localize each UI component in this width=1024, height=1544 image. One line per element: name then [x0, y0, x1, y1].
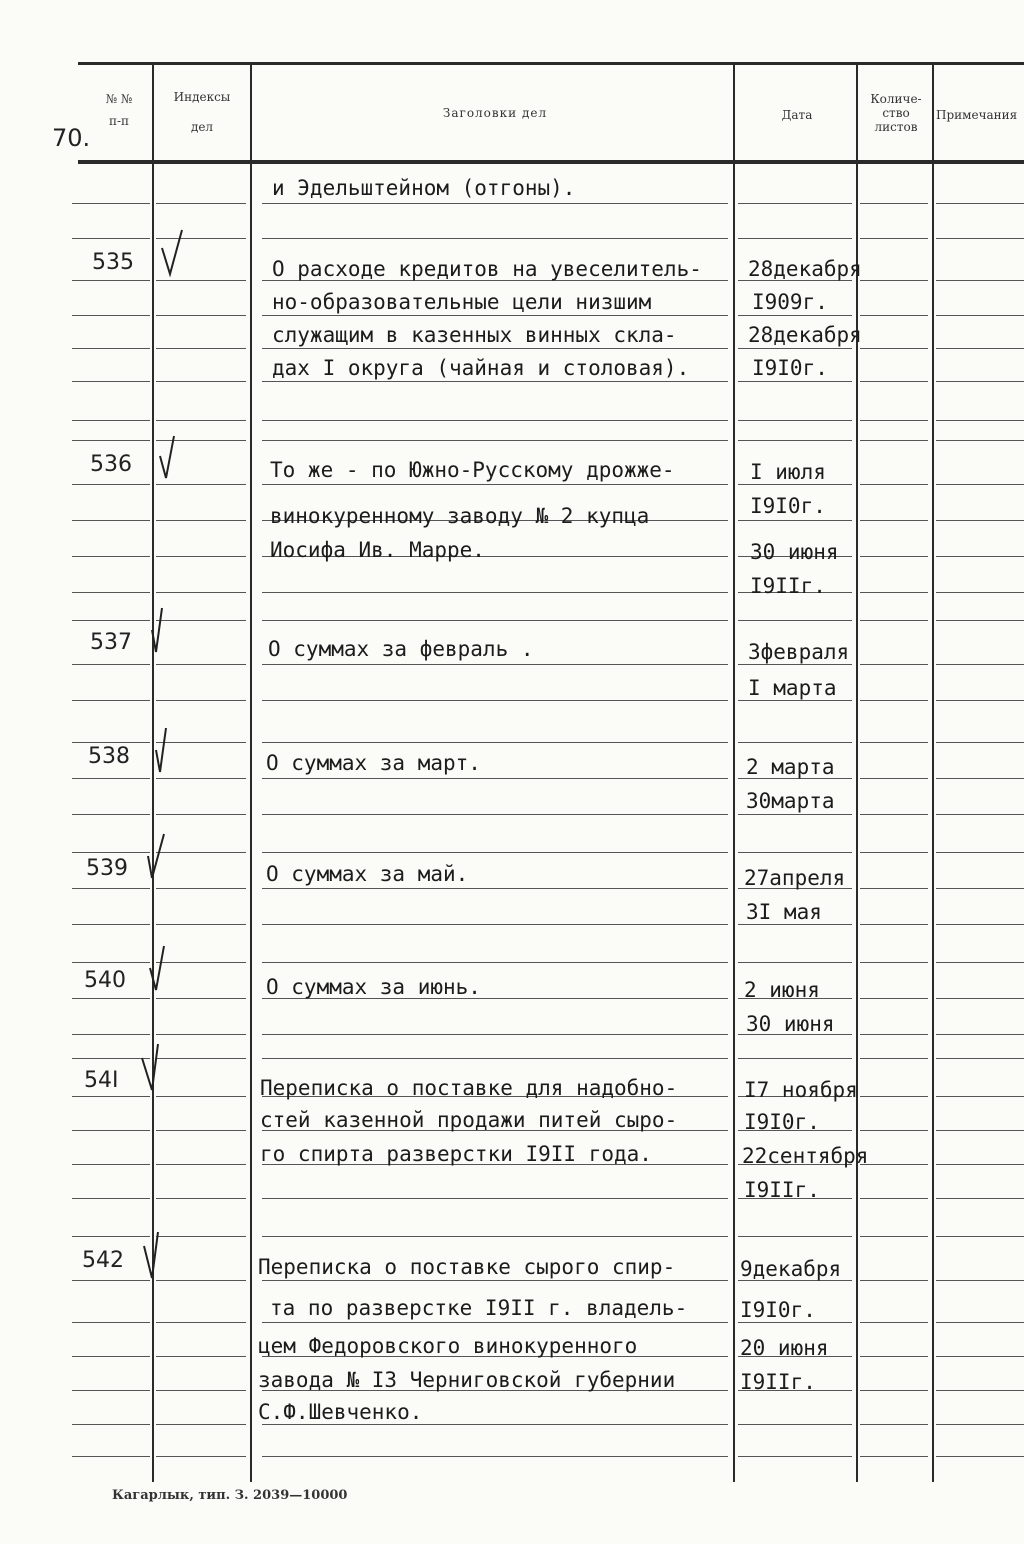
ruling-line	[738, 1236, 852, 1237]
ruling-line	[738, 1456, 852, 1457]
ruling-line	[262, 700, 728, 701]
ruling-line	[156, 280, 246, 281]
ruling-line	[156, 1130, 246, 1131]
ruling-line	[156, 700, 246, 701]
ruling-line	[156, 1356, 246, 1357]
header-bottom-rule	[78, 160, 1024, 164]
row-number: 54I	[84, 1068, 119, 1093]
ruling-line	[936, 203, 1024, 204]
row-title-line: дах I округа (чайная и столовая).	[272, 356, 690, 380]
ruling-line	[860, 1390, 928, 1391]
row-title-line: То же - по Южно-Русскому дрожже-	[270, 458, 675, 482]
ruling-line	[72, 238, 150, 239]
ruling-line	[156, 998, 246, 999]
ruling-line	[156, 1322, 246, 1323]
row-date: I9I0г.	[740, 1298, 816, 1322]
ruling-line	[936, 592, 1024, 593]
ruling-line	[156, 556, 246, 557]
ruling-line	[72, 998, 150, 999]
ruling-line	[738, 203, 852, 204]
ruling-line	[936, 348, 1024, 349]
ruling-line	[156, 520, 246, 521]
header-col-num	[86, 92, 152, 128]
ruling-line	[860, 315, 928, 316]
ruling-line	[72, 592, 150, 593]
ruling-line	[156, 814, 246, 815]
row-title-line: цем Федоровского винокуренного	[258, 1334, 638, 1358]
ruling-line	[936, 1096, 1024, 1097]
ruling-line	[860, 778, 928, 779]
row-date: I9I0г.	[750, 494, 826, 518]
header-col-index-label: Индексы	[173, 90, 231, 104]
ruling-line	[72, 620, 150, 621]
ruling-line	[936, 238, 1024, 239]
ruling-line	[72, 1034, 150, 1035]
ruling-line	[156, 420, 246, 421]
row-number: 536	[90, 452, 132, 477]
header-col-num-label: № №	[105, 92, 133, 106]
ruling-line	[738, 348, 852, 349]
ruling-line	[156, 1456, 246, 1457]
ruling-line	[72, 1130, 150, 1131]
ruling-line	[72, 814, 150, 815]
ruling-line	[72, 203, 150, 204]
ruling-line	[738, 664, 852, 665]
ruling-line	[936, 1058, 1024, 1059]
ruling-line	[936, 1456, 1024, 1457]
row-title-line: С.Ф.Шевченко.	[258, 1400, 423, 1424]
ruling-line	[156, 203, 246, 204]
ruling-line	[262, 888, 728, 889]
printer-footer: Кагарлык, тип. З. 2039—10000	[112, 1488, 348, 1503]
ruling-line	[860, 1280, 928, 1281]
ruling-line	[738, 1058, 852, 1059]
ruling-line	[860, 1424, 928, 1425]
row-date: 27апреля	[744, 866, 846, 890]
col-divider-3	[733, 62, 735, 1482]
ruling-line	[72, 1424, 150, 1425]
check-mark-icon	[158, 228, 188, 278]
row-date: I909г.	[752, 290, 828, 314]
ruling-line	[156, 1198, 246, 1199]
ruling-line	[936, 315, 1024, 316]
ruling-line	[860, 852, 928, 853]
ruling-line	[738, 1424, 852, 1425]
ruling-line	[262, 440, 728, 441]
ruling-line	[936, 888, 1024, 889]
ruling-line	[156, 1390, 246, 1391]
ruling-line	[860, 420, 928, 421]
ruling-line	[860, 1034, 928, 1035]
ruling-line	[860, 1058, 928, 1059]
ruling-line	[860, 814, 928, 815]
ruling-line	[936, 1280, 1024, 1281]
ruling-line	[860, 888, 928, 889]
ruling-line	[738, 381, 852, 382]
ruling-line	[936, 280, 1024, 281]
ruling-line	[936, 700, 1024, 701]
check-mark-icon	[156, 432, 186, 482]
ruling-line	[936, 814, 1024, 815]
ruling-line	[860, 700, 928, 701]
ruling-line	[72, 280, 150, 281]
header-col-notes: Примечания	[936, 108, 1018, 122]
ruling-line	[262, 620, 728, 621]
ruling-line	[262, 814, 728, 815]
ruling-line	[262, 924, 728, 925]
ruling-line	[72, 1198, 150, 1199]
col-divider-2	[250, 62, 252, 1482]
ruling-line	[936, 742, 1024, 743]
ruling-line	[72, 778, 150, 779]
ruling-line	[262, 1456, 728, 1457]
row-title-line: стей казенной продажи питей сыро-	[260, 1108, 678, 1132]
row-title-line: завода № I3 Черниговской губернии	[258, 1368, 676, 1392]
ruling-line	[936, 420, 1024, 421]
ruling-line	[72, 888, 150, 889]
row-title-line: служащим в казенных винных скла-	[272, 323, 677, 347]
ruling-line	[262, 1034, 728, 1035]
ruling-line	[72, 520, 150, 521]
row-date: I июля	[750, 460, 826, 484]
ruling-line	[860, 556, 928, 557]
row-date: I9IIг.	[750, 574, 826, 598]
row-date: I9I0г.	[752, 356, 828, 380]
row-date: 9декабря	[740, 1257, 842, 1281]
ruling-line	[72, 1096, 150, 1097]
ruling-line	[936, 1198, 1024, 1199]
row-title-line: О суммах за июнь.	[266, 975, 481, 999]
row-title-line: О суммах за март.	[266, 751, 481, 775]
ruling-line	[156, 592, 246, 593]
ruling-line	[738, 620, 852, 621]
ruling-line	[860, 1130, 928, 1131]
ruling-line	[72, 1322, 150, 1323]
row-date: 3I мая	[746, 900, 822, 924]
ruling-line	[72, 852, 150, 853]
row-title-line: винокуренному заводу № 2 купца	[270, 504, 650, 528]
ruling-line	[262, 203, 728, 204]
row-date: 20 июня	[740, 1336, 829, 1360]
ruling-line	[936, 924, 1024, 925]
page-number: 70.	[52, 124, 91, 152]
ruling-line	[262, 1236, 728, 1237]
ruling-line	[860, 962, 928, 963]
ruling-line	[860, 280, 928, 281]
ruling-line	[738, 742, 852, 743]
ruling-line	[156, 664, 246, 665]
ruling-line	[156, 1034, 246, 1035]
ruling-line	[936, 520, 1024, 521]
ruling-line	[72, 1356, 150, 1357]
ruling-line	[860, 348, 928, 349]
ruling-line	[738, 852, 852, 853]
row-title-line: О суммах за февраль .	[268, 637, 534, 661]
ruling-line	[936, 1356, 1024, 1357]
ruling-line	[738, 484, 852, 485]
row-date: 22сентября	[742, 1144, 869, 1168]
ruling-line	[262, 315, 728, 316]
header-top-rule	[78, 62, 1024, 65]
ruling-line	[936, 1390, 1024, 1391]
ruling-line	[262, 381, 728, 382]
ruling-line	[936, 852, 1024, 853]
row-date: 30 июня	[750, 540, 839, 564]
header-col-index	[156, 90, 248, 134]
ruling-line	[738, 440, 852, 441]
header-col-index-sub: дел	[190, 120, 214, 134]
ruling-line	[860, 440, 928, 441]
ruling-line	[860, 1456, 928, 1457]
row-date: I марта	[748, 676, 837, 700]
ruling-line	[262, 1280, 728, 1281]
ruling-line	[72, 742, 150, 743]
ruling-line	[860, 484, 928, 485]
ruling-line	[262, 484, 728, 485]
ruling-line	[738, 814, 852, 815]
ruling-line	[156, 778, 246, 779]
ruling-line	[936, 998, 1024, 999]
ruling-line	[860, 1356, 928, 1357]
ruling-line	[156, 924, 246, 925]
ruling-line	[262, 1322, 728, 1323]
ruling-line	[262, 1058, 728, 1059]
ruling-line	[156, 381, 246, 382]
ruling-line	[262, 962, 728, 963]
check-mark-icon	[150, 726, 180, 776]
ruling-line	[72, 1280, 150, 1281]
ruling-line	[936, 664, 1024, 665]
ruling-line	[738, 238, 852, 239]
ruling-line	[262, 852, 728, 853]
row-date: 28декабря	[748, 323, 862, 347]
ruling-line	[860, 924, 928, 925]
row-date: I9I0г.	[744, 1110, 820, 1134]
ruling-line	[936, 1130, 1024, 1131]
col-divider-5	[932, 62, 934, 1482]
header-col-title: Заголовки дел	[442, 106, 548, 120]
row-number: 538	[88, 744, 130, 769]
row-date: 3февраля	[748, 640, 850, 664]
check-mark-icon	[148, 606, 178, 656]
ruling-line	[262, 420, 728, 421]
check-mark-icon	[146, 944, 176, 994]
ruling-line	[72, 962, 150, 963]
ruling-line	[262, 778, 728, 779]
ruling-line	[860, 1198, 928, 1199]
row-number: 537	[90, 630, 132, 655]
ruling-line	[156, 1424, 246, 1425]
ruling-line	[738, 1322, 852, 1323]
ruling-line	[156, 315, 246, 316]
header-col-count: Количе- ство листов	[870, 92, 922, 134]
row-date: 28декабря	[748, 257, 862, 281]
ruling-line	[72, 700, 150, 701]
ruling-line	[262, 664, 728, 665]
ruling-line	[738, 420, 852, 421]
row-date: 2 марта	[746, 755, 835, 779]
ruling-line	[860, 1322, 928, 1323]
ruling-line	[860, 1096, 928, 1097]
ruling-line	[936, 1034, 1024, 1035]
ruling-line	[936, 440, 1024, 441]
row-date: 2 июня	[744, 978, 820, 1002]
ruling-line	[738, 700, 852, 701]
ruling-line	[156, 484, 246, 485]
ruling-line	[738, 315, 852, 316]
ruling-line	[262, 348, 728, 349]
row-date: 30 июня	[746, 1012, 835, 1036]
ruling-line	[156, 1096, 246, 1097]
ruling-line	[936, 1322, 1024, 1323]
ruling-line	[72, 420, 150, 421]
ruling-line	[72, 1390, 150, 1391]
header-col-num-sub: п-п	[108, 114, 130, 128]
ruling-line	[72, 315, 150, 316]
ruling-line	[860, 620, 928, 621]
ruling-line	[936, 1424, 1024, 1425]
row-number: 539	[86, 856, 128, 881]
ruling-line	[936, 778, 1024, 779]
row-date: I9IIг.	[740, 1370, 816, 1394]
ruling-line	[936, 962, 1024, 963]
ruling-line	[72, 556, 150, 557]
row-title-line: О суммах за май.	[266, 862, 469, 886]
row-date: I9IIг.	[744, 1178, 820, 1202]
row-title-line: О расходе кредитов на увеселитель-	[272, 257, 702, 281]
ruling-line	[262, 592, 728, 593]
row-number: 535	[92, 250, 134, 275]
check-mark-icon	[140, 1232, 170, 1282]
ruling-line	[860, 381, 928, 382]
ruling-line	[156, 348, 246, 349]
ruling-line	[738, 520, 852, 521]
ruling-line	[72, 664, 150, 665]
row-title-line: та по разверстке I9II г. владель-	[270, 1296, 688, 1320]
ruling-line	[936, 484, 1024, 485]
ruling-line	[72, 484, 150, 485]
ruling-line	[72, 1456, 150, 1457]
ruling-line	[72, 348, 150, 349]
ruling-line	[72, 1058, 150, 1059]
ruling-line	[936, 556, 1024, 557]
ruling-line	[262, 1198, 728, 1199]
row-title-line: и Эдельштейном (отгоны).	[272, 176, 576, 200]
row-title-line: Переписка о поставке для надобно-	[260, 1076, 678, 1100]
ruling-line	[156, 1164, 246, 1165]
row-date: I7 ноября	[744, 1078, 858, 1102]
ruling-line	[860, 1164, 928, 1165]
row-title-line: го спирта разверстки I9II года.	[260, 1142, 652, 1166]
ruling-line	[936, 1164, 1024, 1165]
ruling-line	[860, 998, 928, 999]
ruling-line	[72, 381, 150, 382]
check-mark-icon	[140, 1044, 170, 1094]
ruling-line	[72, 1164, 150, 1165]
ruling-line	[860, 203, 928, 204]
row-title-line: Переписка о поставке сырого спир-	[258, 1255, 676, 1279]
ruling-line	[156, 888, 246, 889]
ruling-line	[262, 1424, 728, 1425]
check-mark-icon	[144, 830, 174, 880]
ruling-line	[72, 440, 150, 441]
header-col-date: Дата	[781, 108, 813, 122]
ruling-line	[860, 520, 928, 521]
ruling-line	[262, 742, 728, 743]
row-title-line: Иосифа Ив. Марре.	[270, 538, 485, 562]
ruling-line	[262, 238, 728, 239]
ruling-line	[738, 962, 852, 963]
row-number: 540	[84, 968, 126, 993]
ruling-line	[860, 664, 928, 665]
ruling-line	[860, 1236, 928, 1237]
ruling-line	[860, 238, 928, 239]
ruling-line	[936, 381, 1024, 382]
ruling-line	[936, 620, 1024, 621]
row-number: 542	[82, 1248, 124, 1273]
ruling-line	[860, 742, 928, 743]
row-date: 30марта	[746, 789, 835, 813]
ruling-line	[72, 924, 150, 925]
ruling-line	[72, 1236, 150, 1237]
ruling-line	[936, 1236, 1024, 1237]
row-title-line: но-образовательные цели низшим	[272, 290, 652, 314]
ruling-line	[738, 924, 852, 925]
ruling-line	[860, 592, 928, 593]
